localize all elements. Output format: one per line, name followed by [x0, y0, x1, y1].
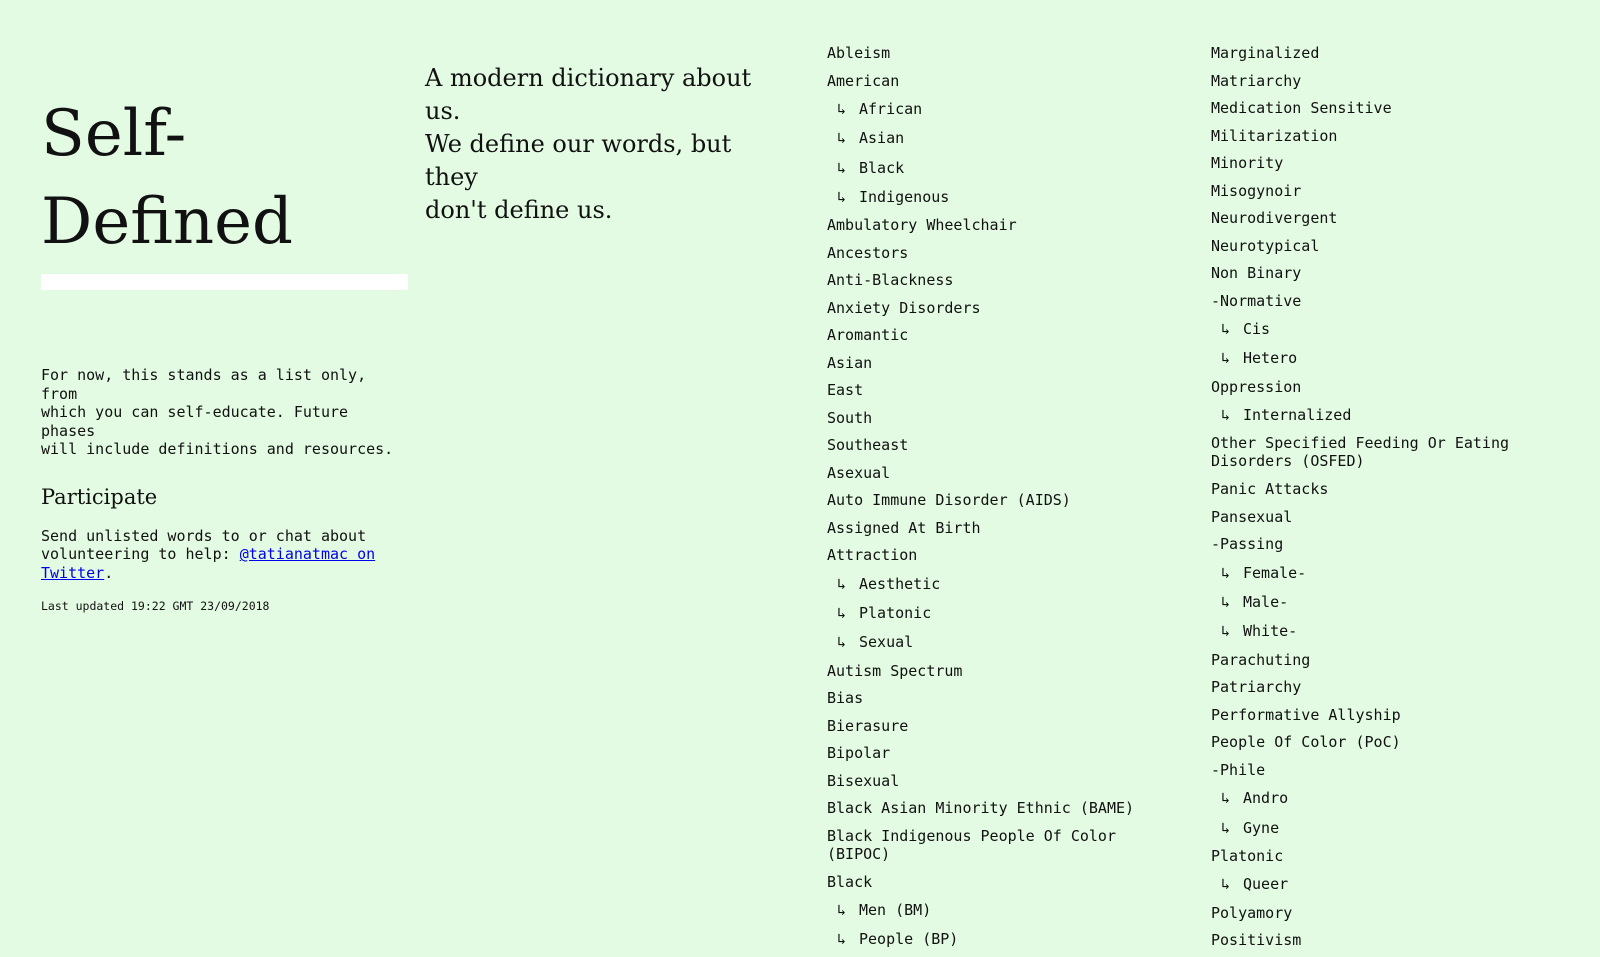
- sub-word-item[interactable]: [1211, 784, 1541, 813]
- word-item[interactable]: [827, 658, 1157, 686]
- sub-word-item[interactable]: [827, 925, 1157, 954]
- word-label: Black: [827, 872, 873, 891]
- word-label: Assigned At Birth: [827, 518, 981, 537]
- word-label: People Of Color (PoC): [1211, 733, 1401, 752]
- sub-arrow-icon: ↳: [837, 100, 847, 118]
- intro-column: [41, 90, 408, 613]
- word-item[interactable]: [827, 795, 1157, 823]
- sub-word-item[interactable]: [1211, 617, 1541, 646]
- word-item[interactable]: [827, 768, 1157, 796]
- word-label: Polyamory: [1211, 903, 1293, 922]
- sub-arrow-icon: ↳: [1221, 593, 1231, 612]
- word-label: Platonic: [1211, 846, 1284, 865]
- participate-text: [41, 527, 386, 583]
- word-label: Ambulatory Wheelchair: [827, 216, 1017, 235]
- word-label: Ableism: [827, 44, 891, 62]
- word-label: Bipolar: [827, 744, 891, 763]
- word-item[interactable]: [827, 322, 1157, 350]
- word-label: Matriarchy: [1211, 71, 1302, 90]
- word-label: Aromantic: [827, 326, 909, 345]
- word-item[interactable]: [1211, 674, 1541, 702]
- word-label: Performative Allyship: [1211, 705, 1401, 724]
- sub-word-item[interactable]: [827, 183, 1157, 212]
- sub-word-item[interactable]: [1211, 315, 1541, 344]
- intro-text: For now, this stands as a list only, from which you can self-educate. Future phases will include definitions and resources.: [41, 366, 394, 458]
- sub-word-item[interactable]: [1211, 401, 1541, 430]
- word-label: Male-: [1243, 593, 1289, 612]
- sub-arrow-icon: ↳: [837, 129, 847, 148]
- word-label: South: [827, 408, 873, 427]
- word-item[interactable]: [1211, 900, 1541, 928]
- word-label: Positivism: [1211, 931, 1302, 950]
- word-label: Medication Sensitive: [1211, 99, 1392, 117]
- sub-arrow-icon: ↳: [837, 574, 847, 593]
- word-item[interactable]: [1211, 843, 1541, 871]
- word-item[interactable]: [827, 40, 1157, 68]
- participate-body: Send unlisted words to or chat about volunteering to help:: [41, 526, 367, 563]
- word-item[interactable]: [827, 740, 1157, 768]
- word-label: Minority: [1211, 154, 1284, 172]
- word-item[interactable]: [1211, 531, 1541, 559]
- word-label: Bias: [827, 689, 864, 708]
- word-item[interactable]: [1211, 40, 1541, 68]
- last-updated: Last updated 19:22 GMT 23/09/2018: [41, 599, 270, 613]
- site-title[interactable]: Self- Defined: [41, 97, 293, 259]
- word-label: -Passing: [1211, 535, 1284, 554]
- word-label: Neurodivergent: [1211, 209, 1338, 227]
- word-list-column-1: [827, 40, 1157, 955]
- sub-word-item[interactable]: [1211, 588, 1541, 617]
- sub-word-item[interactable]: [827, 599, 1157, 628]
- sub-arrow-icon: ↳: [837, 633, 847, 652]
- word-label: Black Asian Minority Ethnic (BAME): [827, 799, 1135, 818]
- word-label: Southeast: [827, 436, 909, 455]
- word-item[interactable]: [827, 68, 1157, 96]
- word-label: -Phile: [1211, 760, 1266, 779]
- word-label: Platonic: [859, 603, 932, 622]
- word-list-column-2: [1211, 40, 1541, 955]
- word-item[interactable]: [827, 240, 1157, 268]
- word-item[interactable]: [1211, 288, 1541, 316]
- word-item[interactable]: [1211, 647, 1541, 675]
- word-item[interactable]: [1211, 702, 1541, 730]
- word-item[interactable]: [1211, 260, 1541, 288]
- word-label: Patriarchy: [1211, 678, 1302, 697]
- twitter-link[interactable]: @tatianatmac on Twitter: [41, 545, 376, 582]
- word-label: American: [827, 71, 900, 90]
- participate-heading: Participate: [41, 484, 158, 509]
- word-item[interactable]: [1211, 95, 1541, 123]
- word-item[interactable]: [827, 377, 1157, 405]
- sub-arrow-icon: ↳: [1221, 818, 1231, 837]
- word-item[interactable]: [827, 405, 1157, 433]
- sub-arrow-icon: ↳: [1221, 349, 1231, 368]
- sub-word-item[interactable]: [1211, 814, 1541, 843]
- sub-word-item[interactable]: [827, 95, 1157, 124]
- word-label: Autism Spectrum: [827, 661, 963, 680]
- sub-arrow-icon: ↳: [1221, 406, 1231, 425]
- word-label: Black: [859, 158, 905, 177]
- sub-arrow-icon: ↳: [1221, 320, 1231, 338]
- word-label: Asian: [827, 353, 873, 372]
- sub-arrow-icon: ↳: [837, 187, 847, 206]
- sub-word-item[interactable]: [827, 124, 1157, 153]
- word-label: Marginalized: [1211, 44, 1320, 62]
- word-label: Cis: [1243, 320, 1271, 338]
- word-label: White-: [1243, 622, 1298, 641]
- word-label: Anxiety Disorders: [827, 298, 981, 317]
- word-label: Ancestors: [827, 243, 909, 262]
- sub-arrow-icon: ↳: [837, 603, 847, 622]
- word-label: Sexual: [859, 633, 914, 652]
- word-label: Oppression: [1211, 377, 1302, 396]
- word-item[interactable]: [1211, 233, 1541, 261]
- word-label: Men (BM): [859, 901, 932, 920]
- sub-arrow-icon: ↳: [1221, 563, 1231, 582]
- tagline: A modern dictionary about us. We define our words, but they don't define us.: [425, 64, 752, 224]
- word-item[interactable]: [827, 713, 1157, 741]
- sub-word-item[interactable]: [827, 570, 1157, 599]
- word-item[interactable]: [1211, 476, 1541, 504]
- word-item[interactable]: [1211, 927, 1541, 955]
- word-item[interactable]: [1211, 150, 1541, 178]
- word-label: Female-: [1243, 563, 1307, 582]
- word-item[interactable]: [1211, 205, 1541, 233]
- word-item[interactable]: [827, 685, 1157, 713]
- word-label: Neurotypical: [1211, 236, 1320, 255]
- word-label: Queer: [1243, 875, 1289, 894]
- word-item[interactable]: [827, 823, 1157, 869]
- word-label: Anti-Blackness: [827, 271, 954, 290]
- word-label: African: [859, 100, 923, 118]
- word-label: Gyne: [1243, 818, 1280, 837]
- word-label: People (BP): [859, 930, 959, 949]
- word-item[interactable]: [1211, 430, 1541, 476]
- word-label: Aesthetic: [859, 574, 941, 593]
- word-label: Militarization: [1211, 126, 1338, 145]
- sub-word-item[interactable]: [827, 154, 1157, 183]
- sub-arrow-icon: ↳: [1221, 789, 1231, 808]
- sub-arrow-icon: ↳: [1221, 875, 1231, 894]
- word-label: Hetero: [1243, 349, 1298, 368]
- sub-arrow-icon: ↳: [837, 158, 847, 177]
- word-item[interactable]: [827, 460, 1157, 488]
- word-item[interactable]: [827, 542, 1157, 570]
- word-item[interactable]: [1211, 68, 1541, 96]
- word-label: Other Specified Feeding Or Eating Disorders (OSFED): [1211, 434, 1510, 471]
- word-item[interactable]: [827, 515, 1157, 543]
- word-label: Attraction: [827, 546, 918, 565]
- word-label: Asian: [859, 129, 905, 148]
- word-item[interactable]: [827, 487, 1157, 515]
- word-label: Andro: [1243, 789, 1289, 808]
- word-label: Auto Immune Disorder (AIDS): [827, 491, 1071, 510]
- title-underline-bar: [41, 274, 408, 290]
- word-label: Black Indigenous People Of Color (BIPOC): [827, 826, 1116, 863]
- word-item[interactable]: [1211, 374, 1541, 402]
- word-label: Parachuting: [1211, 650, 1311, 669]
- word-item[interactable]: [827, 267, 1157, 295]
- word-item[interactable]: [827, 212, 1157, 240]
- word-label: Asexual: [827, 463, 891, 482]
- word-label: Pansexual: [1211, 507, 1293, 526]
- sub-word-item[interactable]: [827, 628, 1157, 657]
- word-label: Indigenous: [859, 187, 950, 206]
- word-item[interactable]: [1211, 504, 1541, 532]
- word-item[interactable]: [827, 432, 1157, 460]
- sub-arrow-icon: ↳: [837, 901, 847, 920]
- word-item[interactable]: [827, 350, 1157, 378]
- sub-word-item[interactable]: [1211, 344, 1541, 373]
- word-label: Misogynoir: [1211, 181, 1302, 200]
- participate-end: .: [104, 563, 114, 582]
- word-label: Internalized: [1243, 406, 1352, 425]
- sub-arrow-icon: ↳: [837, 930, 847, 949]
- word-label: Non Binary: [1211, 264, 1302, 282]
- word-item[interactable]: [827, 869, 1157, 897]
- sub-word-item[interactable]: [827, 896, 1157, 925]
- sub-arrow-icon: ↳: [1221, 622, 1231, 641]
- word-item[interactable]: [1211, 178, 1541, 206]
- word-item[interactable]: [1211, 123, 1541, 151]
- sub-word-item[interactable]: [1211, 870, 1541, 899]
- word-item[interactable]: [1211, 757, 1541, 785]
- word-item[interactable]: [827, 295, 1157, 323]
- word-label: Bisexual: [827, 771, 900, 790]
- word-label: East: [827, 381, 864, 400]
- word-label: Bierasure: [827, 716, 909, 735]
- word-item[interactable]: [1211, 729, 1541, 757]
- word-label: Panic Attacks: [1211, 480, 1329, 499]
- word-label: -Normative: [1211, 291, 1302, 310]
- sub-word-item[interactable]: [1211, 559, 1541, 588]
